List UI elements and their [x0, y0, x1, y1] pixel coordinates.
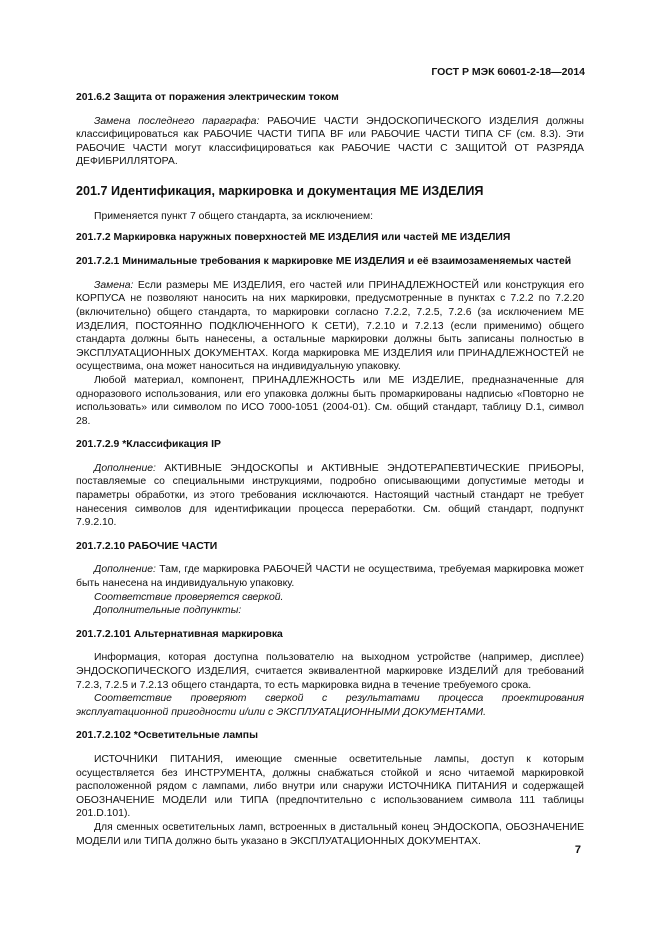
paragraph-lead: Дополнение:	[94, 462, 156, 474]
paragraph-lead: Замена последнего параграфа:	[94, 115, 260, 127]
paragraph: Любой материал, компонент, ПРИНАДЛЕЖНОСТЬ или МЕ ИЗДЕЛИЕ, предназначенные для одноразового использования, или его упаковка должны быть промаркированы надписью «Повторно не использовать» или символом по ИСО 7000-1051 (2004-01). См. общий стандарт, таблицу D.1, символ 28.	[76, 374, 584, 427]
paragraph-text: Если размеры МЕ ИЗДЕЛИЯ, его частей или ПРИНАДЛЕЖНОСТЕЙ или конструкция его КОРПУСА не позволяют наносить на них маркировки, предусмотренные в пунктах с 7.2.2 по 7.2.20 (включительно) общего стандарта, то маркировки согласно 7.2.2, 7.2.5, 7.2.6 (за исключением МЕ ИЗДЕЛИЯ, ПОСТОЯННО ПОДКЛЮЧЕННОГО К СЕТИ), 7.2.10 и 7.2.13 (если применимо) общего стандарта должны быть нанесены, а остальные маркировки должны быть записаны полностью в ЭКСПЛУАТАЦИОННЫХ ДОКУМЕНТАХ. Когда маркировка МЕ ИЗДЕЛИЯ или ПРИНАДЛЕЖНОСТЕЙ не осуществима, она может наноситься на индивидуальную упаковку.	[76, 279, 584, 373]
compliance-note: Соответствие проверяется сверкой.	[94, 591, 284, 603]
paragraph	[76, 115, 584, 169]
paragraph: Информация, которая доступна пользователю на выходном устройстве (например, дисплее) ЭНДОСКОПИЧЕСКОГО ИЗДЕЛИЯ, считается эквивалентной маркировке ИЗДЕЛИЙ для требований 7.2.3, 7.2.5 и 7.2.13 общего стандарта, то есть маркировка видна в течение требуемого срока.	[76, 652, 584, 691]
paragraph	[76, 591, 584, 605]
section-heading: 201.7.2 Маркировка наружных поверхностей МЕ ИЗДЕЛИЯ или частей МЕ ИЗДЕЛИЯ	[76, 231, 511, 243]
paragraph: Применяется пункт 7 общего стандарта, за исключением:	[94, 210, 374, 222]
page-number: 7	[574, 844, 581, 856]
paragraph-text: Там, где маркировка РАБОЧЕЙ ЧАСТИ не осуществима, требуемая маркировка может быть нанесена на индивидуальную упаковку.	[76, 564, 584, 590]
compliance-note: Соответствие проверяют сверкой с результатами процесса проектирования эксплуатационной пригодности и/или с ЭКСПЛУАТАЦИОННЫМИ ДОКУМЕНТАМИ.	[76, 693, 584, 718]
paragraph	[76, 604, 584, 618]
section-heading: 201.7.2.1 Минимальные требования к маркировке МЕ ИЗДЕЛИЯ и её взаимозаменяемых частей	[76, 256, 572, 268]
paragraph	[76, 462, 584, 530]
paragraph-lead: Замена:	[94, 279, 134, 291]
paragraph: ИСТОЧНИКИ ПИТАНИЯ, имеющие сменные осветительные лампы, доступ к которым осуществляется без ИНСТРУМЕНТА, должны снабжаться стойкой и ясно читаемой маркировкой расположенной рядом с лампами, либо внутри или снаружи ИСТОЧНИКА ПИТАНИЯ и содержащей ОБОЗНАЧЕНИЕ МОДЕЛИ или ТИПА (предпочтительно с использованием символа 111 таблицы 201.D.101).	[76, 753, 584, 820]
paragraph	[76, 279, 584, 374]
paragraph	[76, 563, 584, 590]
section-heading: 201.7.2.9 *Классификация IP	[76, 439, 221, 451]
paragraph	[76, 692, 584, 719]
section-heading: 201.7.2.101 Альтернативная маркировка	[76, 628, 283, 640]
paragraph-lead: Дополнение:	[94, 564, 156, 576]
page-content	[76, 91, 584, 848]
standard-header: ГОСТ Р МЭК 60601-2-18—2014	[431, 66, 585, 78]
paragraph: Для сменных осветительных ламп, встроенных в дистальный конец ЭНДОСКОПА, ОБОЗНАЧЕНИЕ МОДЕЛИ или ТИПА должно быть указано в ЭКСПЛУАТАЦИОННЫХ ДОКУМЕНТАХ.	[76, 821, 584, 847]
section-heading: 201.7.2.102 *Осветительные лампы	[76, 730, 258, 742]
section-heading: 201.7.2.10 РАБОЧИЕ ЧАСТИ	[76, 540, 218, 552]
additional-subclauses-note: Дополнительные подпункты:	[94, 605, 242, 617]
paragraph-text: РАБОЧИЕ ЧАСТИ ЭНДОСКОПИЧЕСКОГО ИЗДЕЛИЯ должны классифицироваться как РАБОЧИЕ ЧАСТИ ТИПА BF или РАБОЧИЕ ЧАСТИ ТИПА CF (см. 8.3). Эти РАБОЧИЕ ЧАСТИ могут классифицироваться как РАБОЧИЕ ЧАСТИ С ЗАЩИТОЙ ОТ РАЗРЯДА ДЕФИБРИЛЛЯТОРА.	[76, 115, 585, 168]
paragraph-text: АКТИВНЫЕ ЭНДОСКОПЫ и АКТИВНЫЕ ЭНДОТЕРАПЕВТИЧЕСКИЕ ПРИБОРЫ, поставляемые со специальными инструкциями, подробно описывающими допустимые методы и параметры обработки, из этого требования исключаются. Настоящий частный стандарт не требует нанесения символов для идентификации процесса переработки. См. общий стандарт, подпункт 7.9.2.10.	[76, 462, 584, 529]
section-heading: 201.7 Идентификация, маркировка и документация МЕ ИЗДЕЛИЯ	[76, 183, 484, 198]
section-heading: 201.6.2 Защита от поражения электрическим током	[76, 92, 339, 103]
